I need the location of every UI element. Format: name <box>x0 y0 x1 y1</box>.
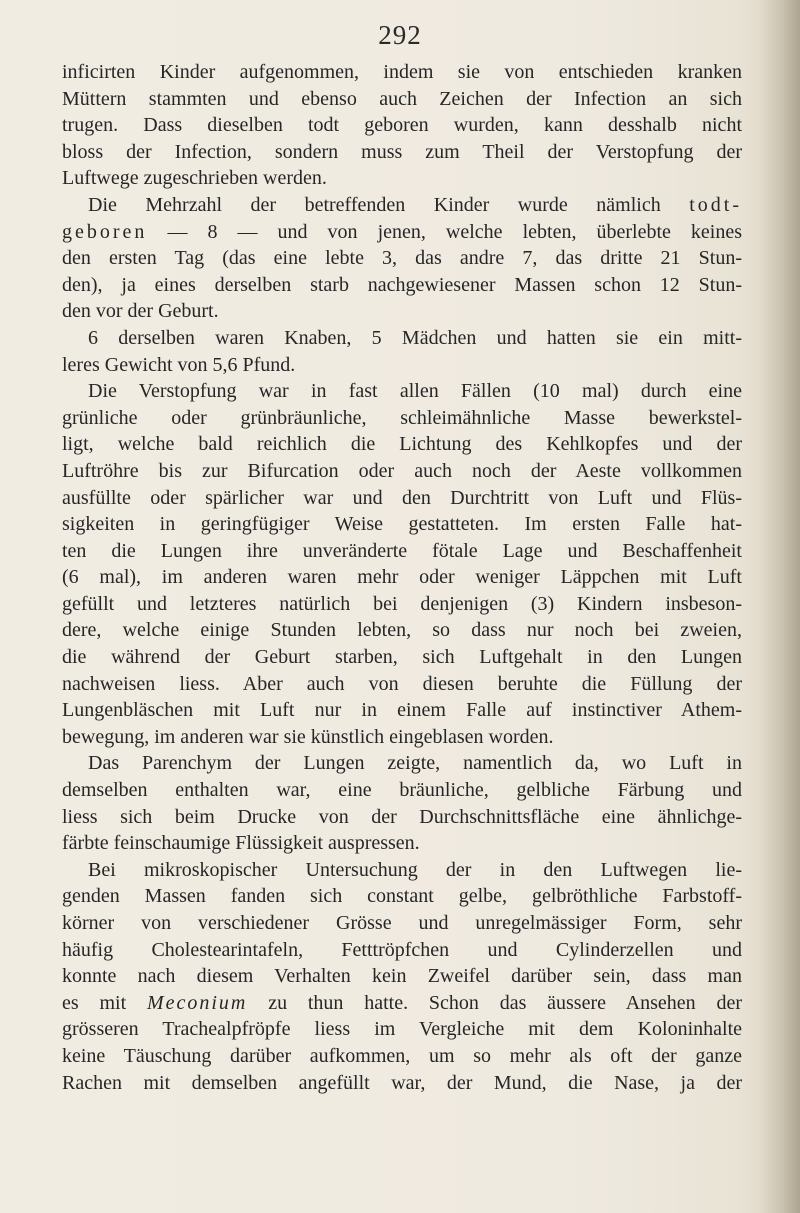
text-line: (6 mal), im anderen waren mehr oder weniger Läppchen mit Luft <box>62 566 742 589</box>
text-line: körner von verschiedener Grösse und unregelmässiger Form, sehr <box>62 912 742 934</box>
text-line: konnte nach diesem Verhalten kein Zweifel darüber sein, dass man <box>62 965 742 988</box>
text-line: grünliche oder grünbräunliche, schleimähnliche Masse bewerkstel- <box>62 406 742 429</box>
text-line: dere, welche einige Stunden lebten, so dass nur noch bei zweien, <box>62 619 742 642</box>
text-fragment: — 8 — und von jenen, welche lebten, überlebte keines <box>167 220 742 243</box>
emphasis-meconium: Meconium <box>146 991 248 1014</box>
text-line: leres Gewicht von 5,6 Pfund. <box>62 353 296 376</box>
text-line: Rachen mit demselben angefüllt war, der Mund, die Nase, ja der <box>62 1071 742 1094</box>
text-fragment: Die Mehrzahl der betreffenden Kinder wurde nämlich <box>88 193 661 216</box>
text-line: grösseren Trachealpfröpfe liess im Vergleiche mit dem Koloninhalte <box>62 1018 742 1041</box>
text-line: häufig Cholestearintafeln, Fetttröpfchen und Cylinderzellen und <box>62 938 742 961</box>
text-line: Luftwege zugeschrieben werden. <box>62 167 327 190</box>
text-line: sigkeiten in geringfügiger Weise gestatteten. Im ersten Falle hat- <box>62 513 742 536</box>
text-line: bewegung, im anderen war sie künstlich eingeblasen worden. <box>62 725 554 748</box>
text-line: keine Täuschung darüber aufkommen, um so mehr als oft der ganze <box>62 1044 742 1067</box>
text-line <box>62 192 742 219</box>
text-line: Luftröhre bis zur Bifurcation oder auch noch der Aeste vollkommen <box>62 459 742 482</box>
text-line: Die Verstopfung war in fast allen Fällen (10 mal) durch eine <box>88 380 742 403</box>
text-line: ten die Lungen ihre unveränderte fötale Lage und Beschaffenheit <box>62 539 742 562</box>
text-line: ausfüllte oder spärlicher war und den Durchtritt von Luft und Flüs- <box>62 486 742 509</box>
text-line: färbte feinschaumige Flüssigkeit auspressen. <box>62 832 420 855</box>
text-line: den ersten Tag (das eine lebte 3, das andre 7, das dritte 21 Stun- <box>62 247 742 270</box>
text-line: trugen. Dass dieselben todt geboren wurden, kann desshalb nicht <box>62 114 742 137</box>
page-number: 292 <box>378 20 422 50</box>
text-line: Bei mikroskopischer Untersuchung der in den Luftwegen lie- <box>88 858 742 881</box>
text-line: bloss der Infection, sondern muss zum Theil der Verstopfung der <box>62 140 742 163</box>
emphasis-todtgeboren-2: geboren <box>62 220 148 243</box>
text-line: nachweisen liess. Aber auch von diesen beruhte die Füllung der <box>62 672 742 695</box>
emphasis-todtgeboren-1: todt- <box>689 193 742 216</box>
text-line: inficirten Kinder aufgenommen, indem sie von entschieden kranken <box>62 61 742 83</box>
text-line: Lungenbläschen mit Luft nur in einem Falle auf instinctiver Athem- <box>62 699 742 722</box>
text-line: den vor der Geburt. <box>62 300 219 323</box>
text-line: die während der Geburt starben, sich Luftgehalt in den Lungen <box>62 646 742 669</box>
text-fragment: es mit <box>62 991 127 1014</box>
body-text <box>62 59 742 1096</box>
text-line: 6 derselben waren Knaben, 5 Mädchen und hatten sie ein mitt- <box>88 326 742 349</box>
text-line: ligt, welche bald reichlich die Lichtung des Kehlkopfes und der <box>62 433 742 456</box>
text-line: demselben enthalten war, eine bräunliche, gelbliche Färbung und <box>62 779 742 802</box>
text-line: den), ja eines derselben starb nachgewiesener Massen schon 12 Stun- <box>62 273 742 296</box>
text-line: Müttern stammten und ebenso auch Zeichen der Infection an sich <box>62 87 742 110</box>
text-fragment: zu thun hatte. Schon das äussere Ansehen der <box>268 991 742 1014</box>
text-line: gefüllt und letzteres natürlich bei denjenigen (3) Kindern insbeson- <box>62 592 742 615</box>
text-line: genden Massen fanden sich constant gelbe, gelbröthliche Farbstoff- <box>62 885 742 908</box>
text-line <box>62 990 742 1017</box>
text-line: liess sich beim Drucke von der Durchschnittsfläche eine ähnlichge- <box>62 805 742 828</box>
text-line: Das Parenchym der Lungen zeigte, namentlich da, wo Luft in <box>88 752 742 775</box>
page-edge-shadow <box>760 0 800 1213</box>
text-line <box>62 219 742 246</box>
